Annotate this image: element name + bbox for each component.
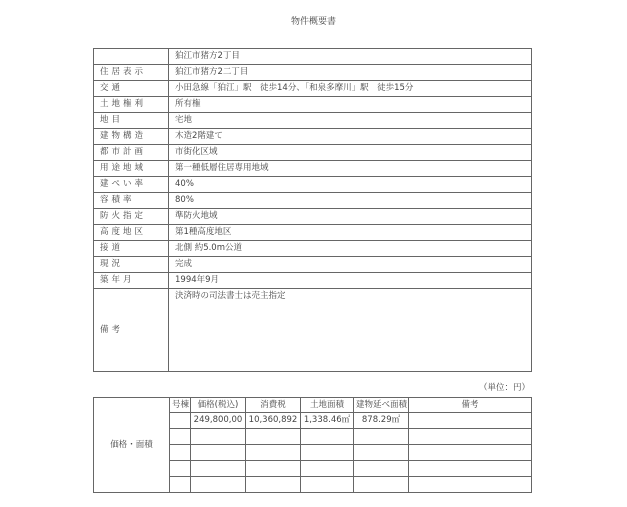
summary-row: [94, 129, 532, 145]
price-cell: [354, 477, 409, 493]
price-cell: [170, 429, 191, 445]
price-column-header: 土地面積: [301, 398, 354, 413]
price-cell: [409, 461, 532, 477]
summary-label: [94, 49, 169, 65]
summary-value: 完成: [169, 257, 532, 273]
summary-label: 土地権利: [94, 97, 169, 113]
unit-label: （単位：円）: [478, 383, 530, 393]
price-cell: [246, 461, 301, 477]
summary-row: [94, 113, 532, 129]
price-cell: 1,338.46㎡: [301, 413, 354, 429]
remarks-row: [94, 289, 532, 372]
price-column-header: 消費税: [246, 398, 301, 413]
summary-row: [94, 49, 532, 65]
summary-label: 接道: [94, 241, 169, 257]
price-section-label: 価格・面積: [94, 398, 170, 493]
price-cell: [301, 461, 354, 477]
summary-row: [94, 273, 532, 289]
summary-label: 都市計画: [94, 145, 169, 161]
summary-value: 市街化区域: [169, 145, 532, 161]
price-cell: [301, 445, 354, 461]
summary-label: 防火指定: [94, 209, 169, 225]
summary-value: 第1種高度地区: [169, 225, 532, 241]
property-summary-table: [93, 48, 532, 372]
summary-row: [94, 81, 532, 97]
price-column-header: 建物延べ面積: [354, 398, 409, 413]
summary-row: [94, 97, 532, 113]
price-cell: [246, 429, 301, 445]
remarks-label: 備考: [94, 289, 169, 372]
summary-label: 地目: [94, 113, 169, 129]
price-column-header: 号棟: [170, 398, 191, 413]
summary-label: 高度地区: [94, 225, 169, 241]
price-cell: [301, 429, 354, 445]
price-cell: [354, 461, 409, 477]
price-cell: 249,800,00: [191, 413, 246, 429]
summary-label: 住居表示: [94, 65, 169, 81]
summary-value: 宅地: [169, 113, 532, 129]
summary-value: 北側 約5.0m公道: [169, 241, 532, 257]
summary-row: [94, 193, 532, 209]
price-cell: [170, 445, 191, 461]
summary-row: [94, 161, 532, 177]
price-cell: [170, 461, 191, 477]
summary-row: [94, 145, 532, 161]
summary-label: 築年月: [94, 273, 169, 289]
price-column-header: 備考: [409, 398, 532, 413]
summary-row: [94, 177, 532, 193]
summary-label: 現況: [94, 257, 169, 273]
price-cell: [409, 445, 532, 461]
summary-value: 所有権: [169, 97, 532, 113]
summary-row: [94, 225, 532, 241]
price-header-row: [94, 398, 532, 413]
price-column-header: 価格(税込): [191, 398, 246, 413]
price-cell: [409, 477, 532, 493]
price-cell: [170, 413, 191, 429]
price-cell: [170, 477, 191, 493]
price-cell: [409, 413, 532, 429]
summary-row: [94, 65, 532, 81]
price-cell: [301, 477, 354, 493]
summary-value: 80%: [169, 193, 532, 209]
summary-value: 狛江市猪方2丁目: [169, 49, 532, 65]
document-title: 物件概要書: [290, 17, 336, 27]
summary-value: 第一種低層住居専用地域: [169, 161, 532, 177]
summary-value: 準防火地域: [169, 209, 532, 225]
price-cell: [191, 429, 246, 445]
price-cell: [409, 429, 532, 445]
summary-row: [94, 257, 532, 273]
price-cell: [191, 477, 246, 493]
price-cell: [354, 429, 409, 445]
remarks-value: 決済時の司法書士は売主指定: [169, 289, 532, 372]
price-cell: [246, 445, 301, 461]
summary-row: [94, 209, 532, 225]
summary-value: 1994年9月: [169, 273, 532, 289]
price-cell: 878.29㎡: [354, 413, 409, 429]
summary-label: 用途地域: [94, 161, 169, 177]
summary-value: 狛江市猪方2二丁目: [169, 65, 532, 81]
summary-value: 40%: [169, 177, 532, 193]
price-area-table: [93, 397, 532, 493]
price-cell: 10,360,892: [246, 413, 301, 429]
price-cell: [191, 461, 246, 477]
summary-value: 木造2階建て: [169, 129, 532, 145]
price-cell: [354, 445, 409, 461]
summary-label: 建物構造: [94, 129, 169, 145]
price-cell: [246, 477, 301, 493]
price-cell: [191, 445, 246, 461]
summary-row: [94, 241, 532, 257]
summary-label: 容積率: [94, 193, 169, 209]
summary-label: 交通: [94, 81, 169, 97]
summary-label: 建ぺい率: [94, 177, 169, 193]
summary-value: 小田急線「狛江」駅 徒歩14分、「和泉多摩川」駅 徒歩15分: [169, 81, 532, 97]
